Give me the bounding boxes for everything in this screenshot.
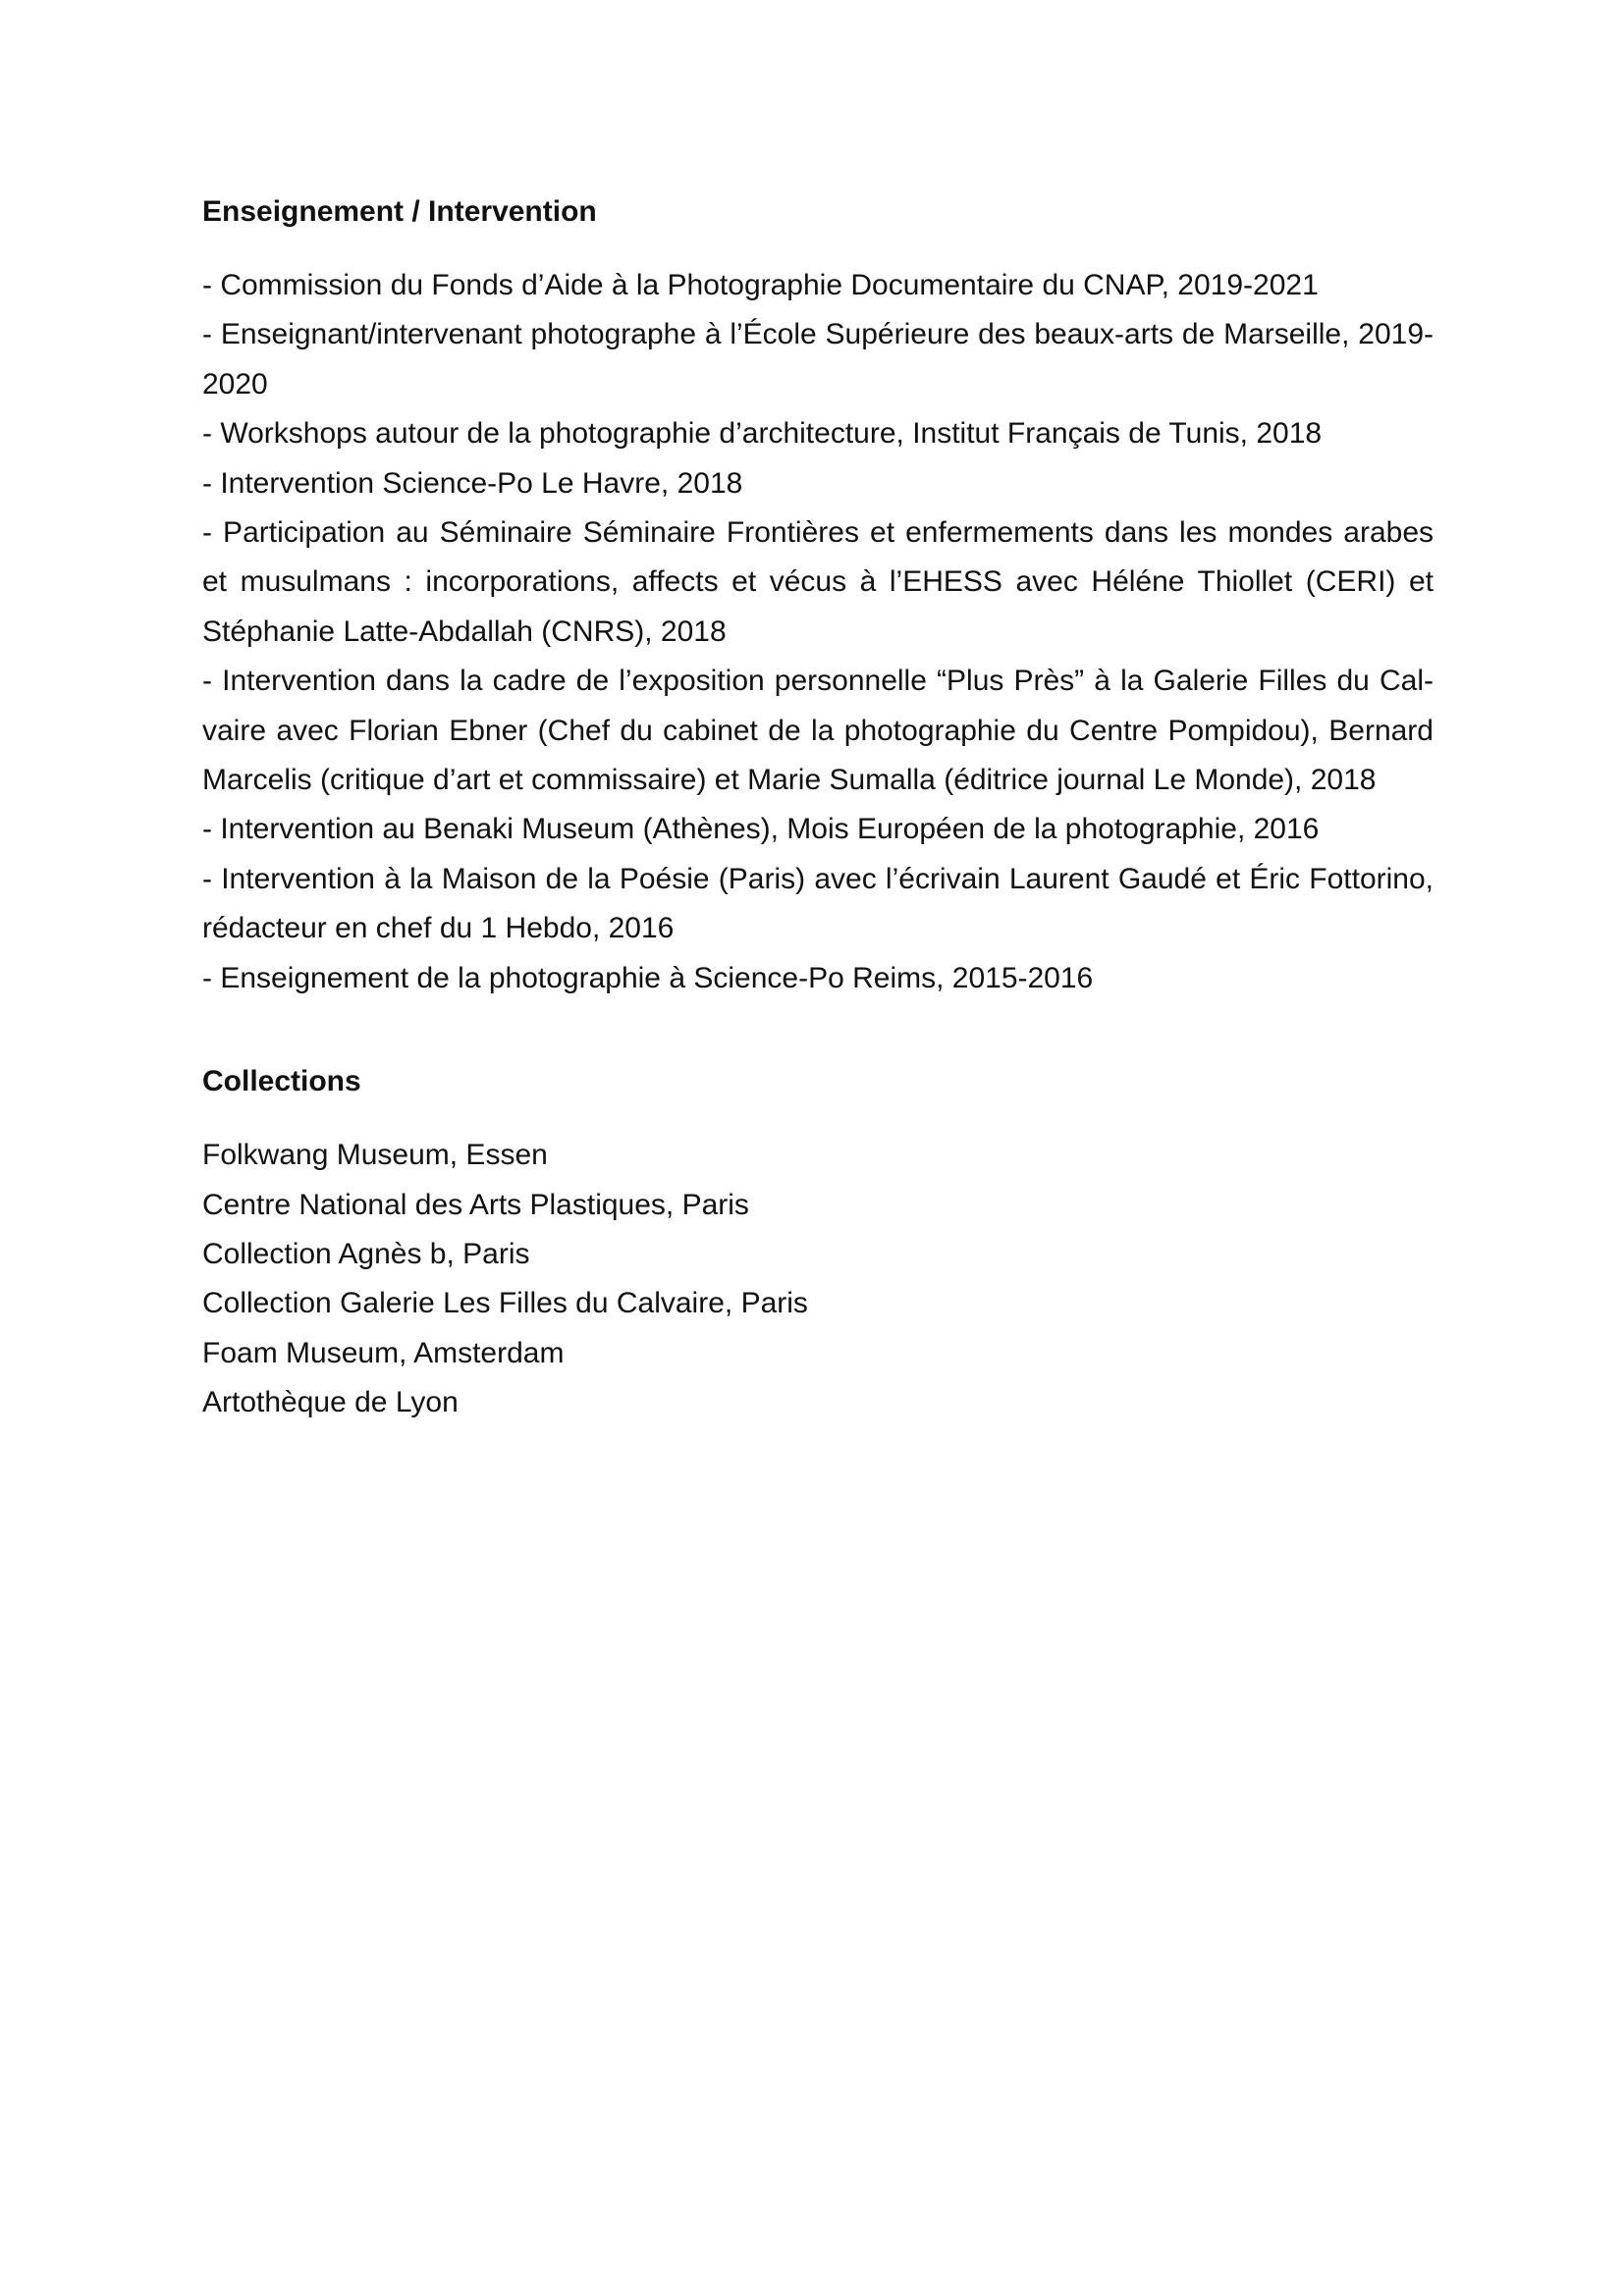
list-item: - Intervention à la Maison de la Poésie (Paris) avec l’écrivain Laurent Gaudé et Éric Fottorino, rédacteur en chef du 1 Hebdo, 2016 [202,862,1434,945]
list-item: Foam Museum, Amsterdam [202,1336,565,1369]
list-item: - Intervention au Benaki Museum (Athènes), Mois Européen de la photographie, 2016 [202,813,1320,846]
list-item: - Intervention Science-Po Le Havre, 2018 [202,466,743,500]
list-item: Folkwang Museum, Essen [202,1139,548,1172]
list-item: - Commission du Fonds d’Aide à la Photographie Documentaire du CNAP, 2019-2021 [202,269,1319,301]
list-item: Collection Galerie Les Filles du Calvaire, Paris [202,1287,808,1320]
section-title-collections: Collections [202,1065,361,1098]
list-item: - Enseignement de la photographie à Science-Po Reims, 2015-2016 [202,961,1094,994]
list-item: Artothèque de Lyon [202,1386,459,1419]
section-title-teaching: Enseignement / Intervention [202,195,597,228]
teaching-list [202,261,1434,1003]
collections-list [202,1131,1434,1427]
list-item: - Intervention dans la cadre de l’exposition personnelle “Plus Près” à la Galerie Filles du Calvaire avec Florian Ebner (Chef du cabinet de la photographie du Centre Pompidou), Bernard Marcelis (critique d’art et commissaire) et Marie Sumalla (éditrice journal Le Monde), 2018 [202,665,1434,797]
section-teaching [202,192,1434,1003]
list-item: Collection Agnès b, Paris [202,1237,530,1270]
page-content [202,192,1434,1428]
list-item: - Participation au Séminaire Séminaire Frontières et enfermements dans les mondes arabes et musulmans : incorporations, affects et vécus à l’EHESS avec Héléne Thiollet (CERI) et Stéphanie Latte-Abdallah (CNRS), 2018 [202,516,1434,648]
list-item: Centre National des Arts Plastiques, Paris [202,1188,749,1221]
list-item: - Workshops autour de la photographie d’architecture, Institut Français de Tunis, 2018 [202,417,1323,451]
section-collections [202,1062,1434,1427]
list-item: - Enseignant/intervenant photographe à l’École Supérieure des beaux-arts de Marseille, 2019-2020 [202,318,1434,400]
